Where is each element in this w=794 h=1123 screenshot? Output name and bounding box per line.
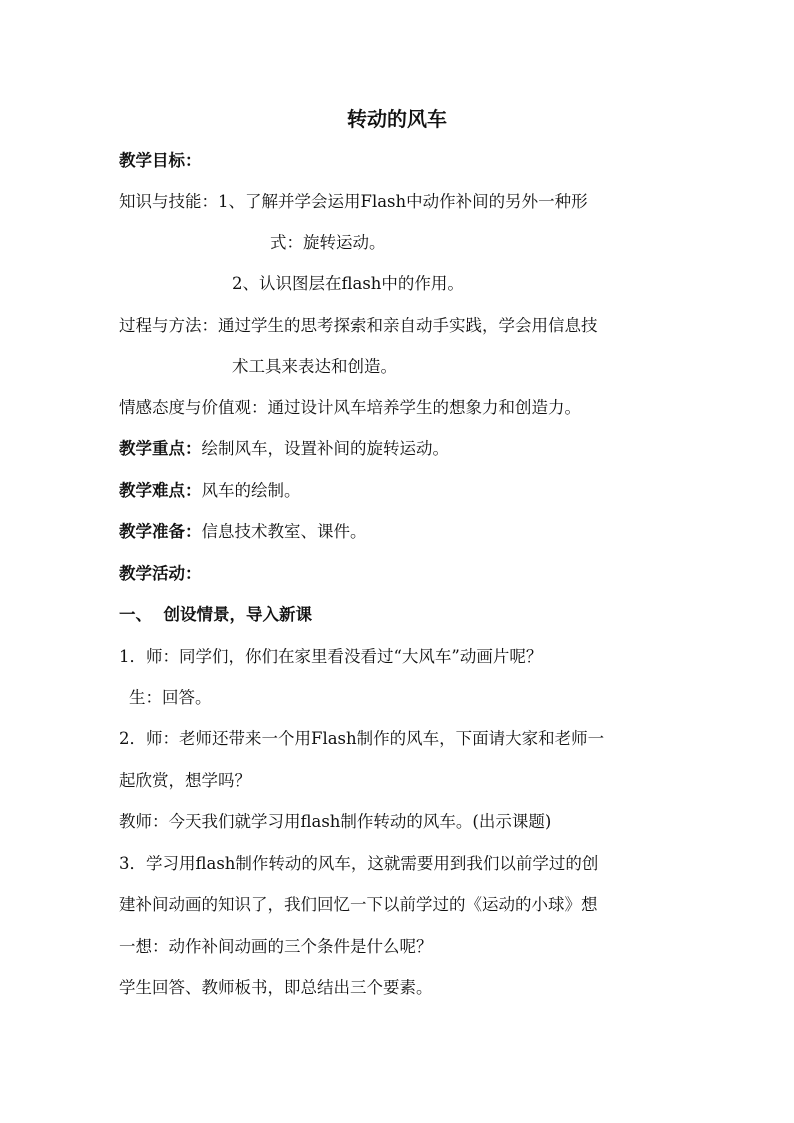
difficulty-label: 教学难点： — [119, 481, 202, 500]
step-3-line-2: 建补间动画的知识了，我们回忆一下以前学过的《运动的小球》想 — [119, 895, 598, 914]
difficulty-text: 风车的绘制。 — [201, 481, 301, 500]
difficulty-line — [119, 480, 301, 502]
preparation-text: 信息技术教室、课件。 — [201, 522, 367, 541]
key-point-label: 教学重点： — [119, 439, 202, 458]
emotion-label: 情感态度与价值观： — [119, 398, 268, 417]
key-point-text: 绘制风车，设置补间的旋转运动。 — [201, 439, 449, 458]
key-point-line — [119, 438, 449, 460]
step-3-line-3: 一想：动作补间动画的三个条件是什么呢？ — [119, 937, 433, 956]
preparation-label: 教学准备： — [119, 522, 202, 541]
knowledge-item-2: 2、认识图层在flash中的作用。 — [232, 274, 464, 293]
knowledge-line-1 — [119, 191, 588, 213]
emotion-text: 通过设计风车培养学生的想象力和创造力。 — [267, 398, 581, 417]
objectives-heading: 教学目标： — [119, 151, 202, 170]
page-title: 转动的风车 — [347, 107, 447, 131]
emotion-line — [119, 397, 581, 419]
process-label: 过程与方法： — [119, 316, 218, 335]
step-1-answer: 生：回答。 — [129, 688, 212, 707]
knowledge-item-1-cont: 式：旋转运动。 — [270, 233, 386, 252]
section-1-heading: 一、 创设情景，导入新课 — [119, 605, 312, 624]
activities-heading: 教学活动： — [119, 564, 202, 583]
summary-line: 学生回答、教师板书，即总结出三个要素。 — [119, 978, 433, 997]
step-2-line-1: 2．师：老师还带来一个用Flash制作的风车，下面请大家和老师一 — [119, 729, 605, 748]
step-2-line-2: 起欣赏，想学吗？ — [119, 771, 251, 790]
step-1-line: 1．师：同学们，你们在家里看没看过“大风车”动画片呢？ — [119, 647, 543, 666]
knowledge-label: 知识与技能： — [119, 192, 218, 211]
teacher-line: 教师：今天我们就学习用flash制作转动的风车。(出示课题) — [119, 812, 552, 831]
step-3-line-1: 3．学习用flash制作转动的风车，这就需要用到我们以前学过的创 — [119, 854, 599, 873]
preparation-line — [119, 521, 367, 543]
knowledge-item-1: 1、了解并学会运用Flash中动作补间的另外一种形 — [218, 192, 588, 211]
process-text-1: 通过学生的思考探索和亲自动手实践，学会用信息技 — [218, 316, 598, 335]
process-line-1 — [119, 315, 598, 337]
process-text-2: 术工具来表达和创造。 — [232, 357, 397, 376]
